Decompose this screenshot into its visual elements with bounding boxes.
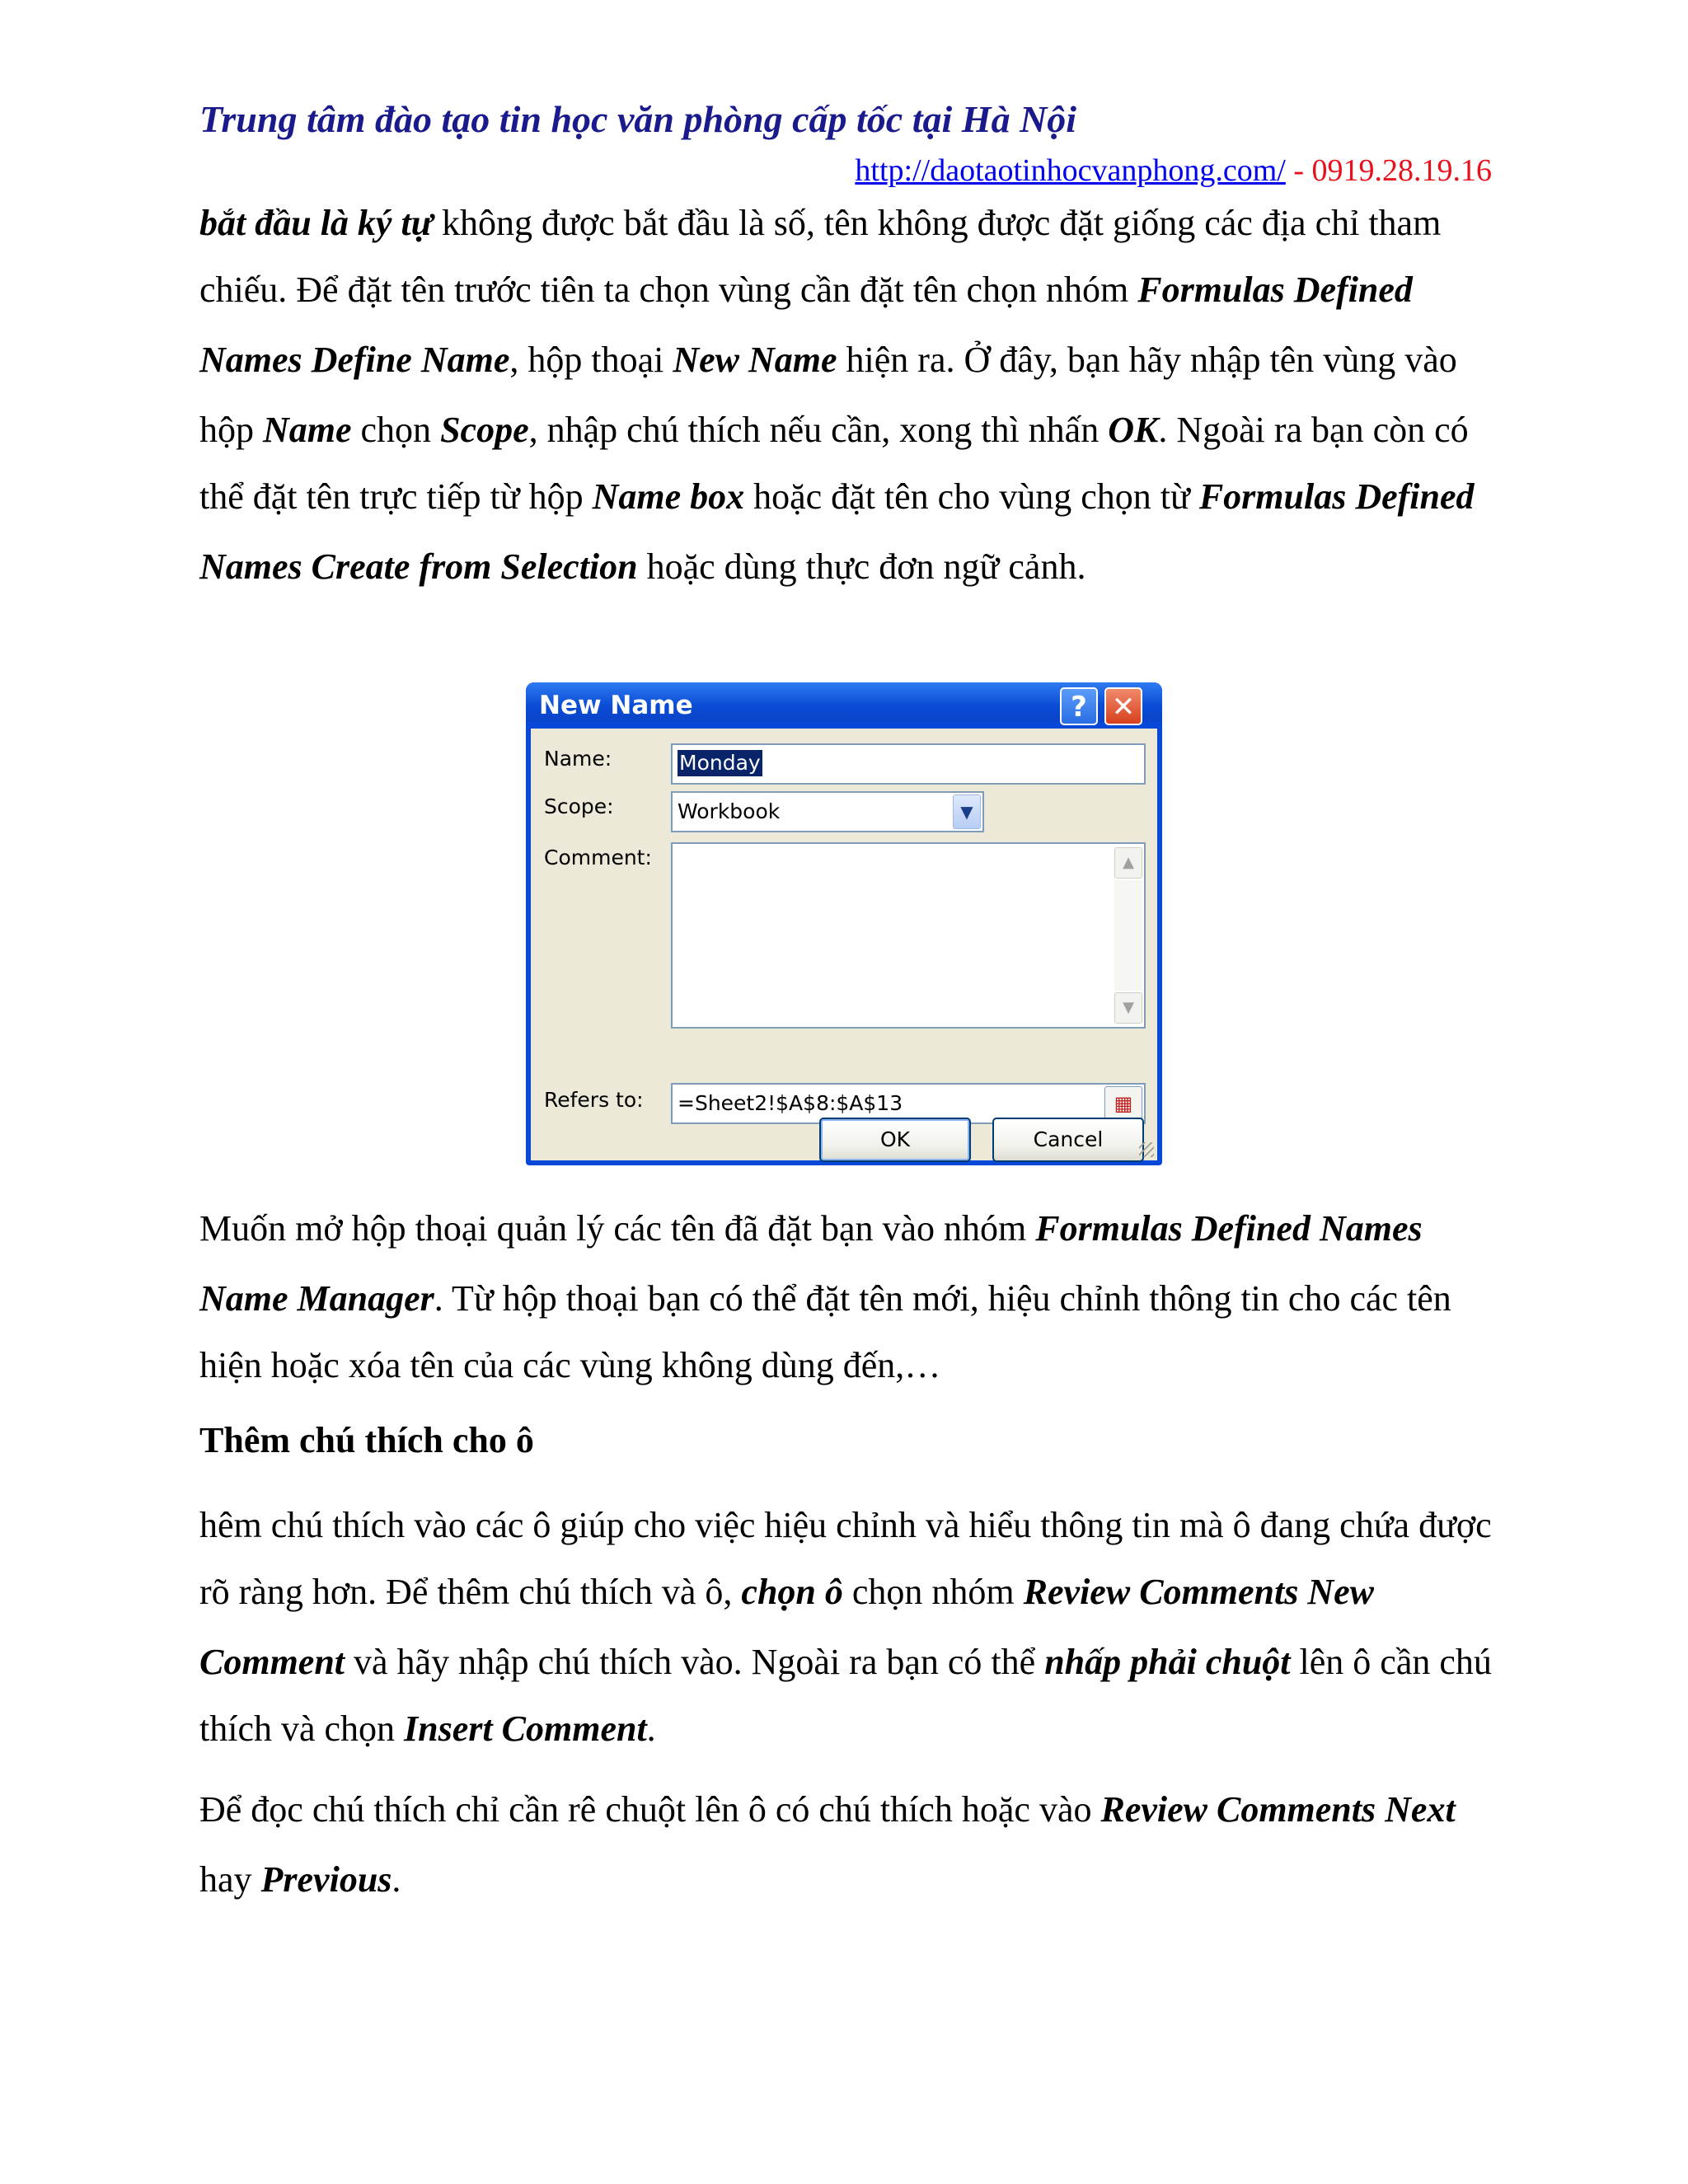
scope-select[interactable] bbox=[671, 791, 984, 832]
scope-label: Scope: bbox=[544, 794, 614, 818]
text-emphasis: New Name bbox=[673, 340, 837, 380]
text-emphasis: Name Manager bbox=[199, 1278, 434, 1319]
text-emphasis: Defined Names bbox=[199, 476, 1475, 587]
name-input-value: Monday bbox=[679, 751, 761, 775]
text-run: hiện ra. Ở đây, bạn hãy nhập tên vùng vào hộp bbox=[199, 340, 1457, 450]
text-run: hay bbox=[199, 1859, 261, 1900]
paragraph-add-comment bbox=[199, 1492, 1502, 1762]
paragraph-read-comment bbox=[199, 1776, 1502, 1913]
text-run: và hãy nhập chú thích vào. Ngoài ra bạn có thể bbox=[345, 1642, 1045, 1682]
text-run: hoặc đặt tên cho vùng chọn từ bbox=[744, 476, 1199, 517]
help-button[interactable]: ? bbox=[1060, 687, 1098, 725]
text-emphasis: bắt đầu là ký tự bbox=[199, 203, 434, 243]
paragraph-define-name bbox=[199, 190, 1502, 603]
text-emphasis: Name box bbox=[592, 476, 745, 517]
scroll-up-icon[interactable]: ▲ bbox=[1114, 847, 1142, 879]
cancel-button[interactable]: Cancel bbox=[992, 1118, 1144, 1162]
refers-to-value: =Sheet2!$A$8:$A$13 bbox=[678, 1091, 903, 1115]
text-emphasis: Scope bbox=[440, 410, 529, 450]
text-emphasis: Defined Names bbox=[199, 269, 1413, 380]
text-run: , hộp thoại bbox=[509, 340, 673, 380]
dialog-body bbox=[531, 729, 1157, 1160]
text-emphasis: Comments bbox=[1216, 1789, 1376, 1830]
scope-select-value: Workbook bbox=[678, 799, 781, 823]
text-emphasis: Previous bbox=[260, 1859, 392, 1900]
header-contact bbox=[855, 152, 1492, 189]
text-emphasis: New Comment bbox=[199, 1572, 1374, 1682]
comment-label: Comment: bbox=[544, 846, 652, 869]
refers-to-label: Refers to: bbox=[544, 1088, 644, 1112]
text-run: Để đọc chú thích chỉ cần rê chuột lên ô có chú thích hoặc vào bbox=[199, 1789, 1101, 1830]
text-emphasis: Create from Selection bbox=[311, 546, 638, 587]
text-emphasis: Review bbox=[1100, 1789, 1207, 1830]
text-emphasis: nhấp phải chuột bbox=[1044, 1642, 1291, 1682]
website-link[interactable]: http://daotaotinhocvanphong.com/ bbox=[855, 153, 1286, 188]
text-emphasis: Name bbox=[263, 410, 352, 450]
text-emphasis: OK bbox=[1108, 410, 1159, 450]
dialog-titlebar bbox=[526, 682, 1162, 722]
text-emphasis: Defined Names bbox=[1191, 1208, 1423, 1249]
text-emphasis: Insert Comment bbox=[404, 1708, 647, 1749]
chevron-down-icon[interactable]: ▼ bbox=[953, 794, 981, 829]
text-run: hêm chú thích vào các ô giúp cho việc hiệu chỉnh và hiểu thông tin mà ô đang chứa được rõ ràng hơn. Để thêm chú thích và ô, bbox=[199, 1505, 1492, 1612]
text-run: . bbox=[392, 1859, 401, 1900]
text-run: chọn bbox=[351, 410, 441, 450]
scroll-down-icon[interactable]: ▼ bbox=[1114, 992, 1142, 1024]
text-emphasis: Review bbox=[1023, 1572, 1131, 1612]
text-run: . Từ hộp thoại bạn có thể đặt tên mới, hiệu chỉnh thông tin cho các tên hiện hoặc xóa tên của các vùng không dùng đến,… bbox=[199, 1278, 1451, 1385]
name-input[interactable] bbox=[671, 743, 1146, 785]
text-emphasis: Formulas bbox=[1035, 1208, 1183, 1249]
range-select-icon[interactable]: ▦ bbox=[1104, 1086, 1142, 1121]
text-emphasis: Next bbox=[1385, 1789, 1456, 1830]
text-emphasis: Formulas bbox=[1198, 476, 1347, 517]
comment-textarea[interactable] bbox=[671, 842, 1146, 1029]
text-run: không được bắt đầu là số, tên không được đặt giống các địa chỉ tham chiếu. Để đặt tên trước tiên ta chọn vùng cần đặt tên bbox=[199, 203, 1442, 310]
text-run: chọn nhóm bbox=[851, 1572, 1024, 1612]
text-emphasis: Comments bbox=[1139, 1572, 1299, 1612]
section-heading: Thêm chú thích cho ô bbox=[199, 1420, 534, 1460]
text-run: . Ngoài ra bạn còn có thể đặt tên trực tiếp từ hộp bbox=[199, 410, 1469, 517]
header-title: Trung tâm đào tạo tin học văn phòng cấp tốc tại Hà Nội bbox=[199, 98, 1077, 140]
resize-grip-icon[interactable] bbox=[1139, 1142, 1154, 1157]
text-emphasis: Define Name bbox=[311, 340, 510, 380]
name-label: Name: bbox=[544, 747, 612, 771]
text-emphasis: chọn ô bbox=[741, 1572, 843, 1612]
text-run: chọn nhóm bbox=[966, 269, 1138, 310]
text-run: Muốn mở hộp thoại quản lý các tên đã đặt bạn vào nhóm bbox=[199, 1208, 1036, 1249]
header-separator: - bbox=[1285, 153, 1312, 188]
text-run: lên ô cần chú thích và chọn bbox=[199, 1642, 1492, 1749]
comment-scrollbar[interactable] bbox=[1114, 880, 1142, 991]
text-emphasis: Formulas bbox=[1137, 269, 1285, 310]
ok-button[interactable]: OK bbox=[819, 1118, 971, 1162]
phone-number: 0919.28.19.16 bbox=[1311, 153, 1492, 188]
text-run: . bbox=[646, 1708, 656, 1749]
new-name-dialog bbox=[526, 682, 1162, 1165]
text-run: , nhập chú thích nếu cần, xong thì nhấn bbox=[528, 410, 1109, 450]
paragraph-name-manager bbox=[199, 1195, 1485, 1399]
close-button[interactable]: ✕ bbox=[1104, 687, 1142, 725]
dialog-title: New Name bbox=[539, 691, 693, 720]
text-run: hoặc dùng thực đơn ngữ cảnh. bbox=[637, 546, 1086, 587]
